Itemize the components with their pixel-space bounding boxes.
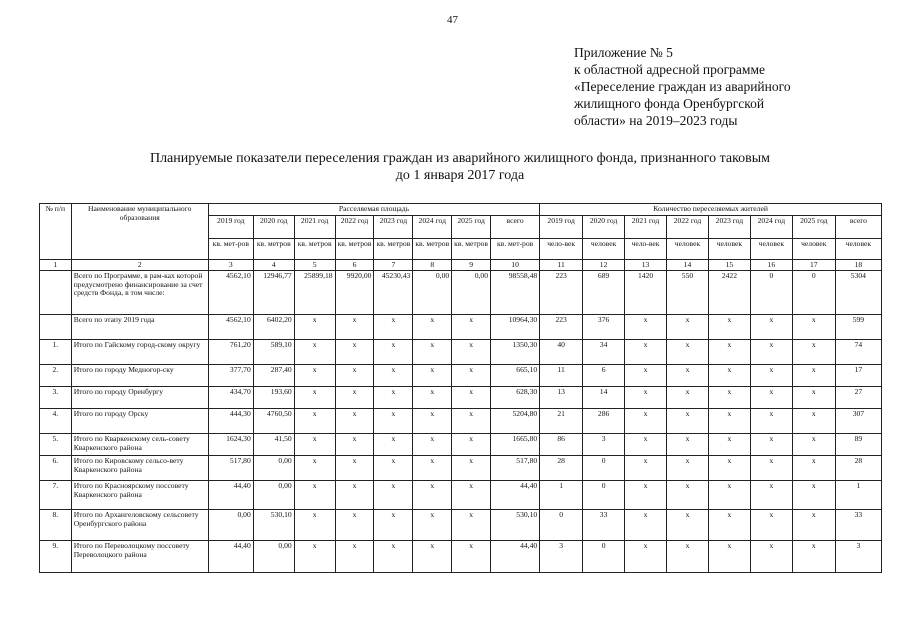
header-area-group: Расселяемая площадь bbox=[208, 204, 539, 216]
appendix-line: «Переселение граждан из аварийного bbox=[574, 79, 791, 94]
residents-cell: x bbox=[750, 541, 792, 573]
residents-cell: x bbox=[667, 315, 709, 340]
residents-cell: 376 bbox=[583, 315, 625, 340]
area-cell: x bbox=[335, 456, 374, 481]
header-residents-year: 2023 год bbox=[708, 215, 750, 238]
residents-cell: x bbox=[750, 434, 792, 456]
residents-cell: x bbox=[750, 510, 792, 541]
residents-cell: x bbox=[792, 510, 835, 541]
appendix-line: области» на 2019–2023 годы bbox=[574, 113, 738, 128]
column-number: 13 bbox=[625, 259, 667, 271]
residents-cell: x bbox=[750, 481, 792, 510]
area-cell: 41,50 bbox=[253, 434, 294, 456]
area-cell: x bbox=[374, 315, 413, 340]
column-number: 18 bbox=[835, 259, 881, 271]
residents-cell: 0 bbox=[750, 271, 792, 315]
column-number: 17 bbox=[792, 259, 835, 271]
document-title bbox=[80, 150, 840, 184]
area-cell: 4760,50 bbox=[253, 409, 294, 434]
area-cell: 0,00 bbox=[253, 541, 294, 573]
row-number: 9. bbox=[40, 541, 72, 573]
row-number: 3. bbox=[40, 387, 72, 409]
header-area-unit: кв. метров bbox=[374, 238, 413, 259]
residents-cell: x bbox=[667, 541, 709, 573]
header-area-year: 2019 год bbox=[208, 215, 253, 238]
header-area-year: 2024 год bbox=[413, 215, 452, 238]
row-number: 6. bbox=[40, 456, 72, 481]
residents-cell: x bbox=[667, 481, 709, 510]
residents-cell: x bbox=[625, 409, 667, 434]
appendix-block bbox=[574, 44, 791, 129]
area-cell: 530,10 bbox=[491, 510, 540, 541]
area-cell: x bbox=[413, 340, 452, 365]
header-residents-unit: человек bbox=[667, 238, 709, 259]
area-cell: x bbox=[335, 365, 374, 387]
area-cell: 628,30 bbox=[491, 387, 540, 409]
area-cell: 287,40 bbox=[253, 365, 294, 387]
document-title-line: Планируемые показатели переселения граждан из аварийного жилищного фонда, признанного таковым bbox=[149, 151, 771, 166]
row-number: 4. bbox=[40, 409, 72, 434]
residents-cell: 11 bbox=[540, 365, 583, 387]
header-residents-year: 2020 год bbox=[583, 215, 625, 238]
residents-cell: 74 bbox=[835, 340, 881, 365]
area-cell: 665,10 bbox=[491, 365, 540, 387]
area-cell: x bbox=[294, 387, 335, 409]
header-area-unit: кв. метров bbox=[294, 238, 335, 259]
residents-cell: x bbox=[667, 340, 709, 365]
area-cell: x bbox=[413, 409, 452, 434]
residents-cell: x bbox=[625, 387, 667, 409]
header-area-unit: кв. метров bbox=[452, 238, 491, 259]
header-area-unit: кв. мет-ров bbox=[208, 238, 253, 259]
residents-cell: 0 bbox=[583, 456, 625, 481]
area-cell: x bbox=[452, 409, 491, 434]
residents-cell: 5304 bbox=[835, 271, 881, 315]
area-cell: x bbox=[335, 541, 374, 573]
residents-cell: 286 bbox=[583, 409, 625, 434]
table-header-row bbox=[40, 204, 882, 216]
header-num: № п/п bbox=[40, 204, 72, 260]
area-cell: x bbox=[374, 434, 413, 456]
residents-cell: x bbox=[708, 315, 750, 340]
area-cell: x bbox=[374, 340, 413, 365]
residents-cell: x bbox=[667, 456, 709, 481]
residents-cell: 689 bbox=[583, 271, 625, 315]
residents-cell: x bbox=[708, 387, 750, 409]
area-cell: x bbox=[294, 315, 335, 340]
table-row bbox=[40, 409, 882, 434]
residents-cell: x bbox=[667, 434, 709, 456]
residents-cell: x bbox=[625, 340, 667, 365]
area-cell: 4562,10 bbox=[208, 271, 253, 315]
row-name: Итого по Кировскому сельсо-вету Кваркенского района bbox=[71, 456, 208, 481]
header-area-unit: кв. метров bbox=[413, 238, 452, 259]
header-name: Наименование муниципального образования bbox=[71, 204, 208, 260]
residents-cell: x bbox=[792, 340, 835, 365]
residents-cell: x bbox=[708, 510, 750, 541]
header-area-year: всего bbox=[491, 215, 540, 238]
header-area-year: 2022 год bbox=[335, 215, 374, 238]
table-row bbox=[40, 340, 882, 365]
header-area-year: 2023 год bbox=[374, 215, 413, 238]
area-cell: x bbox=[294, 365, 335, 387]
table-row bbox=[40, 315, 882, 340]
row-name: Итого по Архангеловскому сельсовету Оренбургского района bbox=[71, 510, 208, 541]
row-number bbox=[40, 315, 72, 340]
area-cell: 377,70 bbox=[208, 365, 253, 387]
row-name: Итого по Кваркенскому сель-совету Кваркенского района bbox=[71, 434, 208, 456]
residents-cell: x bbox=[708, 481, 750, 510]
area-cell: 45230,43 bbox=[374, 271, 413, 315]
area-cell: x bbox=[294, 340, 335, 365]
area-cell: 5204,80 bbox=[491, 409, 540, 434]
appendix-line: жилищного фонда Оренбургской bbox=[574, 96, 765, 111]
area-cell: x bbox=[413, 387, 452, 409]
area-cell: 193,60 bbox=[253, 387, 294, 409]
residents-cell: x bbox=[792, 409, 835, 434]
column-number: 16 bbox=[750, 259, 792, 271]
area-cell: x bbox=[294, 541, 335, 573]
area-cell: x bbox=[294, 409, 335, 434]
table-row bbox=[40, 387, 882, 409]
area-cell: x bbox=[413, 365, 452, 387]
area-cell: x bbox=[374, 510, 413, 541]
area-cell: 517,80 bbox=[491, 456, 540, 481]
column-number: 12 bbox=[583, 259, 625, 271]
residents-cell: 307 bbox=[835, 409, 881, 434]
residents-cell: 3 bbox=[835, 541, 881, 573]
column-number: 6 bbox=[335, 259, 374, 271]
area-cell: 0,00 bbox=[253, 456, 294, 481]
area-cell: x bbox=[452, 510, 491, 541]
residents-cell: 33 bbox=[835, 510, 881, 541]
column-number: 7 bbox=[374, 259, 413, 271]
residents-cell: 28 bbox=[835, 456, 881, 481]
residents-cell: x bbox=[708, 541, 750, 573]
row-number bbox=[40, 271, 72, 315]
header-area-year: 2020 год bbox=[253, 215, 294, 238]
area-cell: 530,10 bbox=[253, 510, 294, 541]
area-cell: x bbox=[374, 365, 413, 387]
residents-cell: 6 bbox=[583, 365, 625, 387]
row-name: Итого по Переволоцкому поссовету Переволоцкого района bbox=[71, 541, 208, 573]
area-cell: 0,00 bbox=[208, 510, 253, 541]
table-row bbox=[40, 365, 882, 387]
area-cell: 44,40 bbox=[491, 541, 540, 573]
residents-cell: x bbox=[792, 434, 835, 456]
column-number: 1 bbox=[40, 259, 72, 271]
residents-cell: x bbox=[792, 387, 835, 409]
area-cell: x bbox=[452, 481, 491, 510]
residents-cell: 550 bbox=[667, 271, 709, 315]
residents-cell: x bbox=[625, 315, 667, 340]
column-number: 2 bbox=[71, 259, 208, 271]
residents-cell: 0 bbox=[540, 510, 583, 541]
column-number: 5 bbox=[294, 259, 335, 271]
header-residents-unit: чело-век bbox=[625, 238, 667, 259]
residents-cell: x bbox=[625, 456, 667, 481]
table-row bbox=[40, 271, 882, 315]
area-cell: x bbox=[294, 481, 335, 510]
area-cell: x bbox=[452, 315, 491, 340]
table-row bbox=[40, 510, 882, 541]
residents-cell: 223 bbox=[540, 271, 583, 315]
area-cell: x bbox=[374, 456, 413, 481]
residents-cell: 3 bbox=[540, 541, 583, 573]
area-cell: x bbox=[413, 541, 452, 573]
area-cell: 6402,20 bbox=[253, 315, 294, 340]
area-cell: x bbox=[413, 434, 452, 456]
header-area-unit: кв. метров bbox=[335, 238, 374, 259]
header-residents-unit: человек bbox=[750, 238, 792, 259]
header-residents-year: всего bbox=[835, 215, 881, 238]
table-row bbox=[40, 434, 882, 456]
column-number: 9 bbox=[452, 259, 491, 271]
residents-cell: x bbox=[708, 409, 750, 434]
area-cell: 98558,48 bbox=[491, 271, 540, 315]
area-cell: x bbox=[294, 510, 335, 541]
row-number: 7. bbox=[40, 481, 72, 510]
header-residents-year: 2024 год bbox=[750, 215, 792, 238]
column-number: 10 bbox=[491, 259, 540, 271]
area-cell: 1665,80 bbox=[491, 434, 540, 456]
residents-cell: x bbox=[667, 510, 709, 541]
residents-cell: 21 bbox=[540, 409, 583, 434]
area-cell: 44,40 bbox=[208, 481, 253, 510]
resettlement-table bbox=[39, 203, 882, 573]
residents-cell: x bbox=[792, 541, 835, 573]
residents-cell: 1 bbox=[540, 481, 583, 510]
area-cell: x bbox=[413, 456, 452, 481]
residents-cell: 40 bbox=[540, 340, 583, 365]
appendix-line: к областной адресной программе bbox=[574, 62, 765, 77]
header-area-year: 2025 год bbox=[452, 215, 491, 238]
area-cell: x bbox=[413, 481, 452, 510]
appendix-line: Приложение № 5 bbox=[574, 45, 673, 60]
area-cell: x bbox=[335, 387, 374, 409]
area-cell: 44,40 bbox=[208, 541, 253, 573]
row-name: Итого по городу Медногор-ску bbox=[71, 365, 208, 387]
residents-cell: 27 bbox=[835, 387, 881, 409]
area-cell: x bbox=[374, 481, 413, 510]
residents-cell: x bbox=[625, 481, 667, 510]
residents-cell: 13 bbox=[540, 387, 583, 409]
area-cell: x bbox=[413, 315, 452, 340]
column-number: 8 bbox=[413, 259, 452, 271]
table-row bbox=[40, 541, 882, 573]
area-cell: 761,20 bbox=[208, 340, 253, 365]
area-cell: x bbox=[452, 365, 491, 387]
area-cell: x bbox=[335, 434, 374, 456]
residents-cell: x bbox=[667, 387, 709, 409]
residents-cell: x bbox=[792, 365, 835, 387]
area-cell: 0,00 bbox=[413, 271, 452, 315]
table-row bbox=[40, 481, 882, 510]
header-residents-year: 2019 год bbox=[540, 215, 583, 238]
header-residents-year: 2021 год bbox=[625, 215, 667, 238]
row-name: Итого по Гайскому город-скому округу bbox=[71, 340, 208, 365]
residents-cell: 1 bbox=[835, 481, 881, 510]
residents-cell: 86 bbox=[540, 434, 583, 456]
residents-cell: 34 bbox=[583, 340, 625, 365]
column-number: 15 bbox=[708, 259, 750, 271]
area-cell: 12946,77 bbox=[253, 271, 294, 315]
table-row bbox=[40, 456, 882, 481]
area-cell: x bbox=[335, 510, 374, 541]
document-title-line: до 1 января 2017 года bbox=[395, 168, 525, 183]
header-residents-unit: чело-век bbox=[540, 238, 583, 259]
residents-cell: x bbox=[750, 340, 792, 365]
header-residents-group: Количество переселяемых жителей bbox=[540, 204, 882, 216]
residents-cell: x bbox=[708, 456, 750, 481]
header-residents-unit: человек bbox=[792, 238, 835, 259]
row-name: Итого по городу Орску bbox=[71, 409, 208, 434]
residents-cell: 3 bbox=[583, 434, 625, 456]
residents-cell: 2422 bbox=[708, 271, 750, 315]
area-cell: x bbox=[374, 387, 413, 409]
area-cell: 444,30 bbox=[208, 409, 253, 434]
column-number: 14 bbox=[667, 259, 709, 271]
header-area-year: 2021 год bbox=[294, 215, 335, 238]
residents-cell: 0 bbox=[792, 271, 835, 315]
residents-cell: x bbox=[792, 315, 835, 340]
residents-cell: x bbox=[625, 434, 667, 456]
residents-cell: 599 bbox=[835, 315, 881, 340]
row-name: Всего по Программе, в рам-ках которой предусмотрено финансирование за счет средств Фонда, в том числе: bbox=[71, 271, 208, 315]
residents-cell: x bbox=[625, 365, 667, 387]
area-cell: x bbox=[452, 340, 491, 365]
area-cell: x bbox=[335, 315, 374, 340]
residents-cell: x bbox=[625, 510, 667, 541]
residents-cell: 28 bbox=[540, 456, 583, 481]
table-column-numbers bbox=[40, 259, 882, 271]
residents-cell: x bbox=[667, 409, 709, 434]
area-cell: x bbox=[335, 340, 374, 365]
area-cell: 0,00 bbox=[452, 271, 491, 315]
residents-cell: 17 bbox=[835, 365, 881, 387]
area-cell: 9920,00 bbox=[335, 271, 374, 315]
residents-cell: x bbox=[750, 315, 792, 340]
row-number: 5. bbox=[40, 434, 72, 456]
column-number: 3 bbox=[208, 259, 253, 271]
area-cell: 1624,30 bbox=[208, 434, 253, 456]
residents-cell: x bbox=[625, 541, 667, 573]
row-name: Всего по этапу 2019 года bbox=[71, 315, 208, 340]
residents-cell: x bbox=[792, 456, 835, 481]
residents-cell: x bbox=[750, 409, 792, 434]
column-number: 11 bbox=[540, 259, 583, 271]
header-residents-unit: человек bbox=[708, 238, 750, 259]
column-number: 4 bbox=[253, 259, 294, 271]
residents-cell: 1420 bbox=[625, 271, 667, 315]
area-cell: x bbox=[452, 434, 491, 456]
residents-cell: x bbox=[667, 365, 709, 387]
residents-cell: 89 bbox=[835, 434, 881, 456]
area-cell: 1350,30 bbox=[491, 340, 540, 365]
area-cell: 434,70 bbox=[208, 387, 253, 409]
area-cell: 44,40 bbox=[491, 481, 540, 510]
residents-cell: x bbox=[792, 481, 835, 510]
area-cell: x bbox=[294, 456, 335, 481]
area-cell: 10964,30 bbox=[491, 315, 540, 340]
area-cell: x bbox=[335, 409, 374, 434]
area-cell: 0,00 bbox=[253, 481, 294, 510]
area-cell: x bbox=[335, 481, 374, 510]
residents-cell: x bbox=[708, 434, 750, 456]
area-cell: x bbox=[413, 510, 452, 541]
page-number: 47 bbox=[447, 14, 458, 26]
header-residents-unit: человек bbox=[583, 238, 625, 259]
residents-cell: 0 bbox=[583, 481, 625, 510]
row-name: Итого по городу Оренбургу bbox=[71, 387, 208, 409]
header-residents-unit: человек bbox=[835, 238, 881, 259]
residents-cell: 223 bbox=[540, 315, 583, 340]
residents-cell: 0 bbox=[583, 541, 625, 573]
area-cell: 517,80 bbox=[208, 456, 253, 481]
header-area-unit: кв. мет-ров bbox=[491, 238, 540, 259]
header-area-unit: кв. метров bbox=[253, 238, 294, 259]
residents-cell: 14 bbox=[583, 387, 625, 409]
area-cell: x bbox=[452, 456, 491, 481]
row-number: 8. bbox=[40, 510, 72, 541]
header-residents-year: 2022 год bbox=[667, 215, 709, 238]
residents-cell: 33 bbox=[583, 510, 625, 541]
area-cell: x bbox=[294, 434, 335, 456]
area-cell: x bbox=[374, 409, 413, 434]
residents-cell: x bbox=[708, 365, 750, 387]
residents-cell: x bbox=[750, 456, 792, 481]
row-number: 1. bbox=[40, 340, 72, 365]
area-cell: 4562,10 bbox=[208, 315, 253, 340]
residents-cell: x bbox=[708, 340, 750, 365]
area-cell: 25899,18 bbox=[294, 271, 335, 315]
area-cell: 589,10 bbox=[253, 340, 294, 365]
area-cell: x bbox=[452, 387, 491, 409]
residents-cell: x bbox=[750, 365, 792, 387]
area-cell: x bbox=[452, 541, 491, 573]
row-name: Итого по Красноярскому поссовету Кваркенского района bbox=[71, 481, 208, 510]
header-residents-year: 2025 год bbox=[792, 215, 835, 238]
residents-cell: x bbox=[750, 387, 792, 409]
row-number: 2. bbox=[40, 365, 72, 387]
area-cell: x bbox=[374, 541, 413, 573]
